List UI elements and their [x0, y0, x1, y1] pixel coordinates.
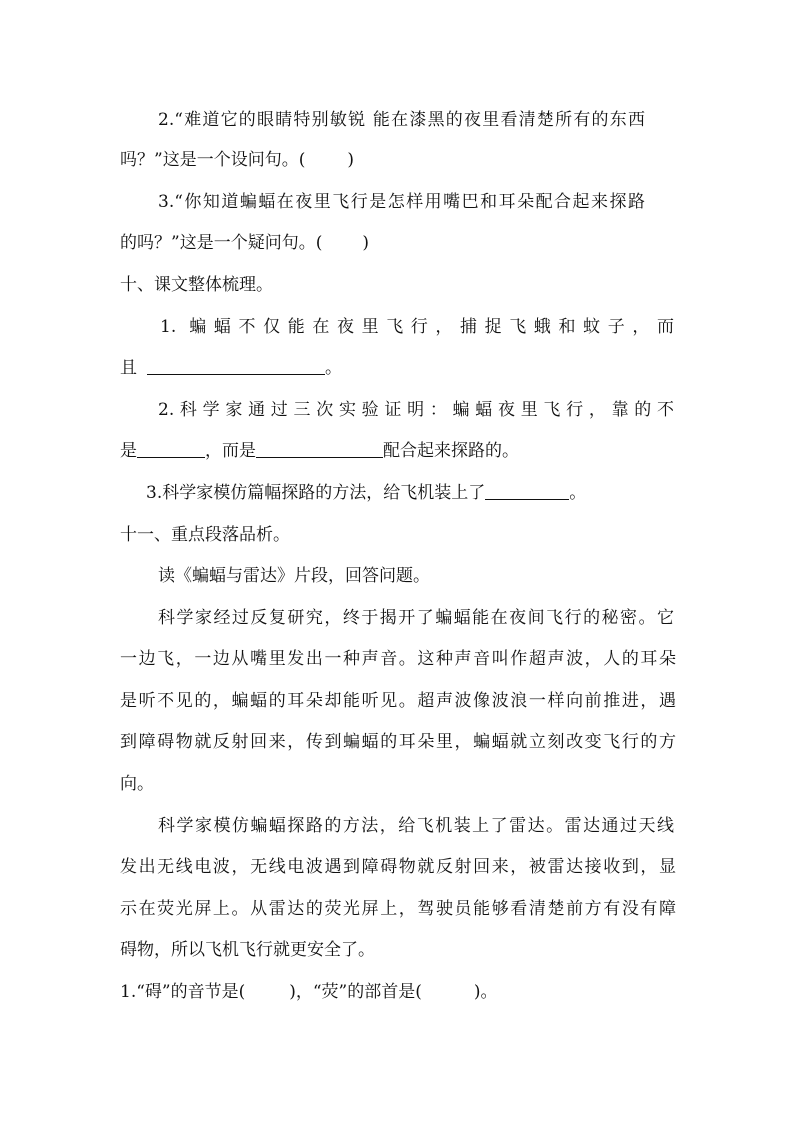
section10-heading: 十、课文整体梳理。	[120, 275, 273, 295]
passage-p1-line5: 向。	[120, 774, 154, 794]
s10-item3-text: 3.科学家模仿篇幅探路的方法，给飞机装上了	[146, 483, 486, 503]
s10-item1-line1: 1. 蝙蝠不仅能在夜里飞行，捕捉飞蛾和蚊子，而	[160, 317, 674, 337]
passage-p2-line2: 发出无线电波，无线电波遇到障碍物就反射回来，被雷达接收到，显	[120, 857, 676, 877]
q2-line2-close: )	[347, 150, 354, 170]
section11-heading: 十一、重点段落品析。	[120, 525, 290, 545]
passage-p1-line3: 是听不见的，蝙蝠的耳朵却能听见。超声波像波浪一样向前推进，遇	[120, 691, 676, 711]
s10-item2-end: 配合起来探路的。	[383, 441, 519, 461]
q3-line2-close: )	[362, 233, 369, 253]
q3-line2	[120, 232, 369, 254]
q2-line2	[120, 149, 354, 171]
s10-item1-line2	[120, 357, 342, 379]
s11-q1-part1: 1.“碍”的音节是(	[120, 982, 246, 1002]
s10-item2-line1: 2.科学家通过三次实验证明：蝙蝠夜里飞行，靠的不	[158, 400, 674, 420]
passage-p2-line4: 碍物，所以飞机飞行就更安全了。	[120, 940, 375, 960]
s10-item3-answer-blank[interactable]	[485, 483, 569, 500]
s10-item3	[146, 482, 586, 504]
s10-item1-answer-blank[interactable]	[147, 358, 325, 375]
s10-item2-answer-blank-2[interactable]	[256, 441, 383, 458]
passage-p1-line1: 科学家经过反复研究，终于揭开了蝙蝠能在夜间飞行的秘密。它	[158, 608, 674, 628]
passage-p2-line3: 示在荧光屏上。从雷达的荧光屏上，驾驶员能够看清楚前方有没有障	[120, 899, 676, 919]
passage-p1-line2: 一边飞，一边从嘴里发出一种声音。这种声音叫作超声波，人的耳朵	[120, 649, 676, 669]
s10-item2-mid: ，而是	[205, 441, 256, 461]
s10-item3-end: 。	[569, 483, 587, 503]
s10-item2-line2	[120, 440, 519, 462]
passage-p2-line1: 科学家模仿蝙蝠探路的方法，给飞机装上了雷达。雷达通过天线	[158, 816, 674, 836]
s11-q1-part3: )。	[473, 982, 498, 1002]
s10-item2-answer-blank-1[interactable]	[137, 441, 205, 458]
s10-item2-start: 是	[120, 441, 137, 461]
passage-p1-line4: 到障碍物就反射回来，传到蝙蝠的耳朵里，蝙蝠就立刻改变飞行的方	[120, 732, 676, 752]
section11-instruction: 读《蝙蝠与雷达》片段，回答问题。	[158, 566, 430, 586]
s11-question1	[120, 981, 498, 1003]
q3-line1: 3.“你知道蝙蝠在夜里飞行是怎样用嘴巴和耳朵配合起来探路	[158, 192, 645, 212]
q2-line1: 2.“难道它的眼睛特别敏锐 能在漆黑的夜里看清楚所有的东西	[158, 110, 645, 130]
q3-line2-text: 的吗？”这是一个疑问句。(	[120, 233, 323, 253]
q2-line2-text: 吗？”这是一个设问句。(	[120, 150, 306, 170]
s10-item1-end: 。	[325, 358, 342, 378]
s11-q1-part2: )，“荧”的部首是(	[289, 982, 422, 1002]
s10-item1-start: 且	[120, 358, 137, 378]
